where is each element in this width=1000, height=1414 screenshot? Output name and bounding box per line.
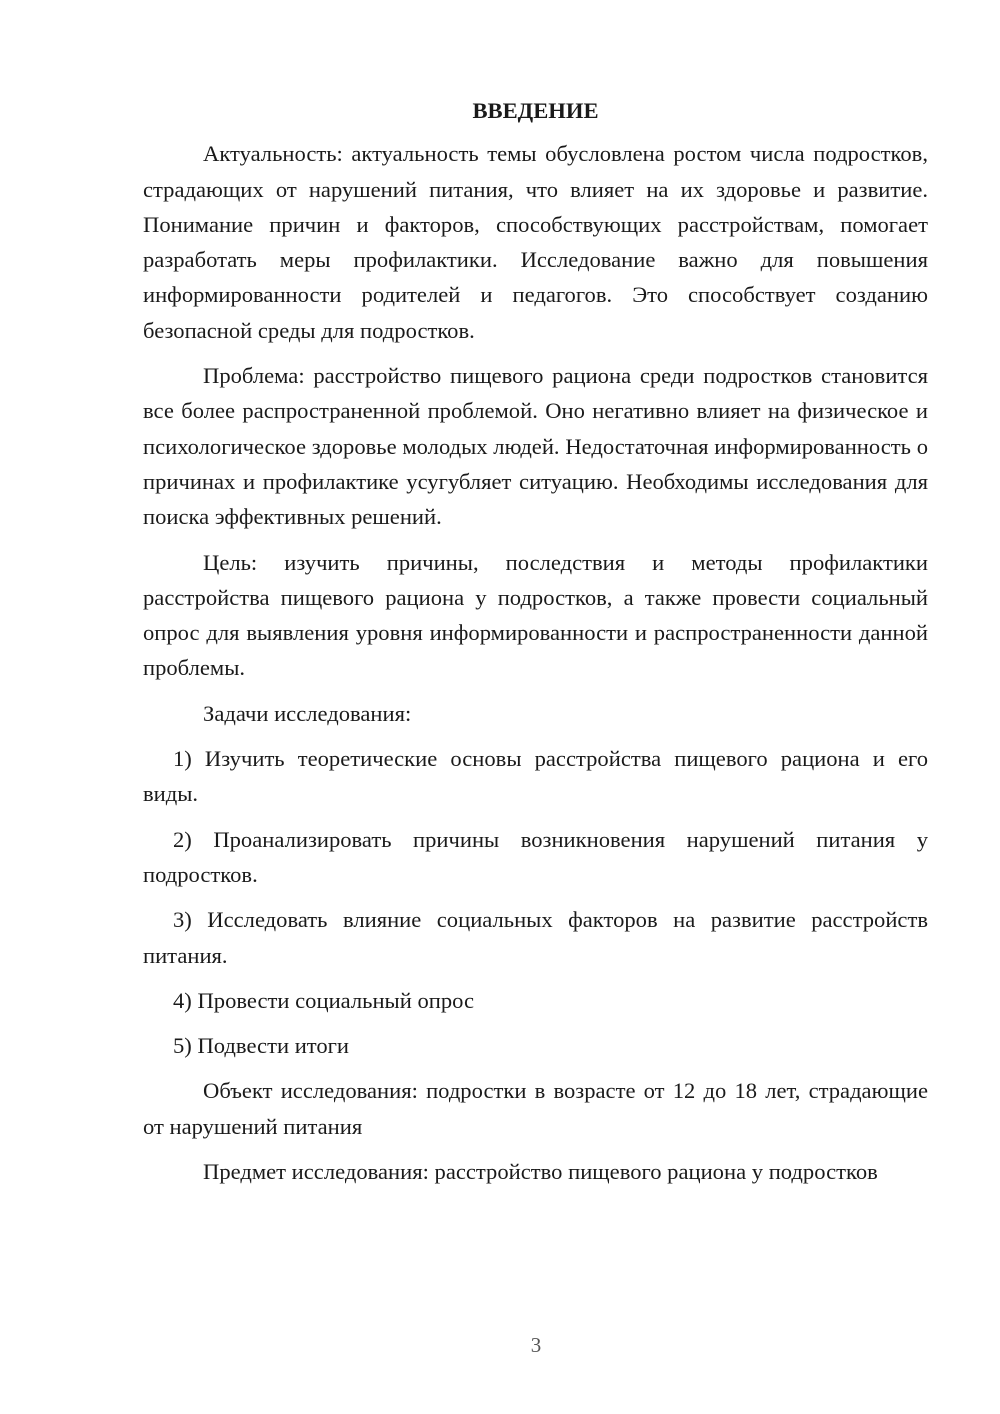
page-heading: ВВЕДЕНИЕ (472, 98, 599, 123)
relevance-paragraph: Актуальность: актуальность темы обусловлена ростом числа подростков, страдающих от нарушений питания, что влияет на их здоровье и развитие. Понимание причин и факторов, способствующих расстройствам, помогает разработать меры профилактики. Исследование важно для повышения информированности родителей и педагогов. Это способствует созданию безопасной среды для подростков. (143, 141, 928, 343)
task-item-4: 4) Провести социальный опрос (173, 987, 475, 1013)
page-content (143, 93, 928, 1199)
task-item-2: 2) Проанализировать причины возникновения нарушений питания у подростков. (143, 826, 928, 887)
tasks-heading: Задачи исследования: (203, 700, 412, 726)
task-item-5: 5) Подвести итоги (173, 1033, 350, 1059)
page-number: 3 (530, 1333, 542, 1357)
task-item-1: 1) Изучить теоретические основы расстройства пищевого рациона и его виды. (143, 746, 928, 807)
goal-paragraph: Цель: изучить причины, последствия и методы профилактики расстройства пищевого рациона у подростков, а также провести социальный опрос для выявления уровня информированности и распространенности данной проблемы. (143, 549, 928, 681)
object-paragraph: Объект исследования: подростки в возрасте от 12 до 18 лет, страдающие от нарушений питания (143, 1078, 928, 1139)
problem-paragraph: Проблема: расстройство пищевого рациона среди подростков становится все более распространенной проблемой. Оно негативно влияет на физическое и психологическое здоровье молодых людей. Недостаточная информированность о причинах и профилактике усугубляет ситуацию. Необходимы исследования для поиска эффективных решений. (143, 363, 928, 530)
task-item-3: 3) Исследовать влияние социальных факторов на развитие расстройств питания. (143, 907, 928, 968)
subject-paragraph: Предмет исследования: расстройство пищевого рациона у подростков (203, 1159, 878, 1185)
